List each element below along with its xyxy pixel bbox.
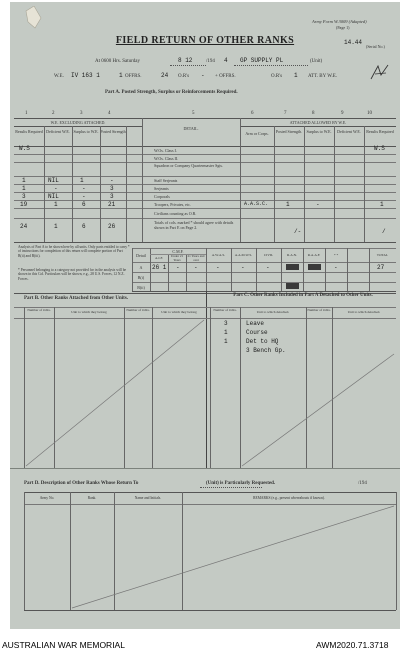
left-cell: W.S [19, 145, 30, 152]
right-col-header: Surplus to W.E. [306, 129, 332, 134]
part-b-col-head: Unit to which they belong [71, 310, 107, 314]
left-cell: 1 [54, 223, 58, 230]
footer-institution: AUSTRALIAN WAR MEMORIAL [2, 640, 125, 650]
analysis-col-head: 21 Years and over [187, 254, 205, 262]
right-cell: 1 [380, 201, 384, 208]
detail-row-label: Squadron or Company Quartermaster Sgts. [154, 163, 223, 168]
left-cell: 1 [22, 185, 26, 192]
part-c-col-head: Unit to which detached. [256, 310, 290, 314]
part-d-col-head: REMARKS (e.g., present whereabouts if known). [253, 496, 325, 500]
serial-value: 14.44 [344, 39, 363, 46]
analysis-col-head: A.A.M.W.S. [234, 253, 253, 257]
analysis-col-head: R.A.A.F. [307, 253, 321, 257]
part-c-col-head: Number of O.Rs. [307, 308, 331, 312]
left-cell: 24 [20, 223, 28, 230]
analysis-row-label: B(ii) [137, 285, 145, 290]
part-a-title: Part A. Posted Strength, Surplus or Reinforcements Required. [105, 90, 238, 95]
analysis-cmf-head: C.M.F. [172, 249, 184, 254]
left-cell: - [82, 193, 86, 200]
att-value: 1 [294, 72, 298, 79]
left-cell: 1 [80, 177, 84, 184]
part-c-crossout-line [240, 352, 396, 468]
col-num: 1 [25, 111, 28, 116]
analysis-col-head: A.I.F. [155, 256, 163, 260]
part-d-col-head: Army No. [39, 496, 55, 500]
right-cell: W.S [374, 145, 385, 152]
right-cell: A.A.S.C. [244, 201, 269, 207]
redaction-block [286, 283, 299, 289]
left-col-header: Deficient W.E. [46, 129, 70, 134]
part-d-col-head: Rank. [87, 496, 97, 500]
or-label: O.R's [178, 74, 190, 79]
col-num: 9 [341, 111, 344, 116]
analysis-row-label: A [139, 265, 143, 270]
offrs-label: OFFRS. [125, 74, 142, 79]
col-num: 4 [108, 111, 111, 116]
col-num: 3 [80, 111, 83, 116]
analysis-col-head: R.A.N. [286, 253, 297, 257]
analysis-cell: 27 [377, 264, 385, 271]
left-cell: 6 [82, 201, 86, 208]
signature-mark [368, 62, 392, 82]
part-c-num: 1 [224, 329, 228, 336]
right-col-header: Results Required [366, 129, 394, 134]
we-value: IV 163 1 [71, 72, 100, 79]
right-group-label: ATTACHED ALLOWED BY W.E. [289, 120, 347, 125]
right-cell: /- [294, 228, 302, 235]
form-ref-line3: (Serial No.) [366, 44, 385, 49]
analysis-col-head: TOTAL [376, 253, 389, 257]
analysis-col-head: * * [333, 253, 339, 257]
left-cell: NIL [48, 193, 59, 200]
part-c-unit: Det to HQ [246, 338, 279, 345]
unit-value: GP SUPPLY PL [240, 57, 284, 64]
left-cell: 19 [20, 201, 28, 208]
right-cell: 1 [286, 201, 290, 208]
att-label: ATT. BY W.E. [308, 74, 338, 79]
part-d-title: Part D. Description of Other Ranks Whose Return To [24, 481, 139, 486]
right-col-header: Posted Strength. [275, 129, 303, 134]
offrs-value: 1 [119, 72, 123, 79]
year-value: 4 [224, 57, 228, 64]
analysis-cell: - [194, 264, 198, 271]
analysis-cell: 26 1 [152, 264, 167, 271]
torn-corner-mark [24, 6, 42, 30]
right-col-header: Deficient W.E. [337, 129, 361, 134]
or-value: 24 [161, 72, 169, 79]
detail-header: DETAIL. [183, 126, 199, 131]
part-d-year: /194 [358, 481, 367, 486]
fold-line [10, 468, 400, 469]
analysis-cell: - [334, 264, 338, 271]
analysis-detail-head: Detail [136, 253, 146, 258]
col-num: 10 [367, 111, 372, 116]
page-title: FIELD RETURN OF OTHER RANKS [115, 35, 295, 46]
part-b-col-head: Number of O.Rs. [126, 308, 150, 312]
unit-label: (Unit) [310, 59, 323, 64]
part-c-unit: 3 Bench Gp. [246, 347, 286, 354]
form-ref-line2: (Page 1) [336, 25, 350, 30]
left-col-header: Posted Strength [100, 129, 126, 134]
left-cell: 1 [54, 201, 58, 208]
analysis-row-label: B(i) [137, 275, 145, 280]
plus-offrs-label: + OFFRS. [215, 74, 236, 79]
part-c-col-head: Number of O.Rs. [213, 308, 237, 312]
left-cell: - [54, 185, 58, 192]
analysis-cell: - [266, 264, 270, 271]
left-cell: 26 [108, 223, 116, 230]
col-num: 5 [192, 111, 195, 116]
part-b-col-head: Unit to which they belong [161, 310, 197, 314]
part-c-num: 3 [224, 320, 228, 327]
part-c-unit: Leave [246, 320, 265, 327]
part-c-title: Part C. Other Ranks Included in Part A Detached to Other Units. [233, 293, 373, 298]
detail-row-label: Serjeants [154, 186, 169, 191]
date-value: 8 12 [178, 57, 193, 64]
part-b-col-head: Number of O.Rs. [27, 308, 51, 312]
left-cell: 3 [110, 193, 114, 200]
left-cell: 1 [22, 177, 26, 184]
left-cell: NIL [48, 177, 59, 184]
analysis-col-head: CIVIL [263, 253, 274, 257]
footer-accession: AWM2020.71.3718 [316, 640, 389, 650]
analysis-cell: - [241, 264, 245, 271]
form-ref-line1: Army Form W.3009 (Adapted) [312, 19, 367, 24]
part-b-crossout-line [24, 318, 206, 468]
form-sheet [10, 2, 400, 629]
left-cell: - [110, 177, 114, 184]
redaction-block [308, 264, 321, 270]
col-num: 6 [251, 111, 254, 116]
analysis-col-head: A.W.A.S. [211, 253, 226, 257]
right-cell: / [382, 228, 386, 235]
detail-row-label: Troopers, Privates, etc. [154, 202, 191, 207]
part-c-unit: Course [246, 329, 268, 336]
left-cell: - [82, 185, 86, 192]
left-col-header: Results Required [15, 129, 43, 134]
detail-row-label: Staff Serjeants [154, 178, 178, 183]
plus-offrs-value: - [201, 72, 205, 79]
year-label: /194 [206, 59, 215, 64]
part-d-col-head: Name and Initials. [134, 496, 162, 500]
detail-row-label: W.Os. Class II. [154, 156, 179, 161]
part-d-unit-label: (Unit) is Particularly Requested. [206, 481, 276, 486]
analysis-note: Analysis of Part A to be shown here by all units. Only parts entitled to carry * of instructions for completion of this return will complete portion of Part B(ii) and B(iii). [18, 245, 130, 258]
left-cell: 3 [22, 193, 26, 200]
col-num: 7 [284, 111, 287, 116]
left-cell: 6 [82, 223, 86, 230]
col-num: 8 [312, 111, 315, 116]
left-col-header: Surplus to W.E. [73, 129, 99, 134]
left-cell: 21 [108, 201, 116, 208]
detail-row-label: Totals of cols. marked * should agree with details shown in Part E on Page 2. [154, 220, 234, 230]
analysis-cell: - [216, 264, 220, 271]
analysis-cell: - [176, 264, 180, 271]
analysis-note-footnote: * Personnel belonging to a category not provided for in the analysis will be shown in this Col. Particulars will be shown, e.g., 28 U.S. Forces, 12 N.Z. Forces. [18, 268, 127, 281]
we-label: W.E. [54, 74, 64, 79]
col-num: 2 [52, 111, 55, 116]
detail-row-label: W.Os. Class I. [154, 148, 177, 153]
left-group-label: W.E. EXCLUDING ATTACHED. [50, 120, 106, 125]
part-c-num: 1 [224, 338, 228, 345]
left-cell: 3 [110, 185, 114, 192]
part-d-crossout-line [70, 504, 396, 610]
part-b-title: Part B. Other Ranks Attached from Other Units. [24, 296, 129, 301]
part-c-col-head: Unit to which detached. [347, 310, 381, 314]
right-col-header: Arm or Corps. [245, 131, 269, 136]
plus-or-label: O.R's [271, 74, 283, 79]
analysis-col-head: Under 21 Years [170, 254, 184, 262]
redaction-block [286, 264, 299, 270]
hrs-label: At 0600 Hrs. Saturday [95, 59, 140, 64]
detail-row-label: Civilians counting as O.R. [154, 211, 197, 216]
right-cell: - [316, 201, 320, 208]
detail-row-label: Corporals [154, 194, 170, 199]
